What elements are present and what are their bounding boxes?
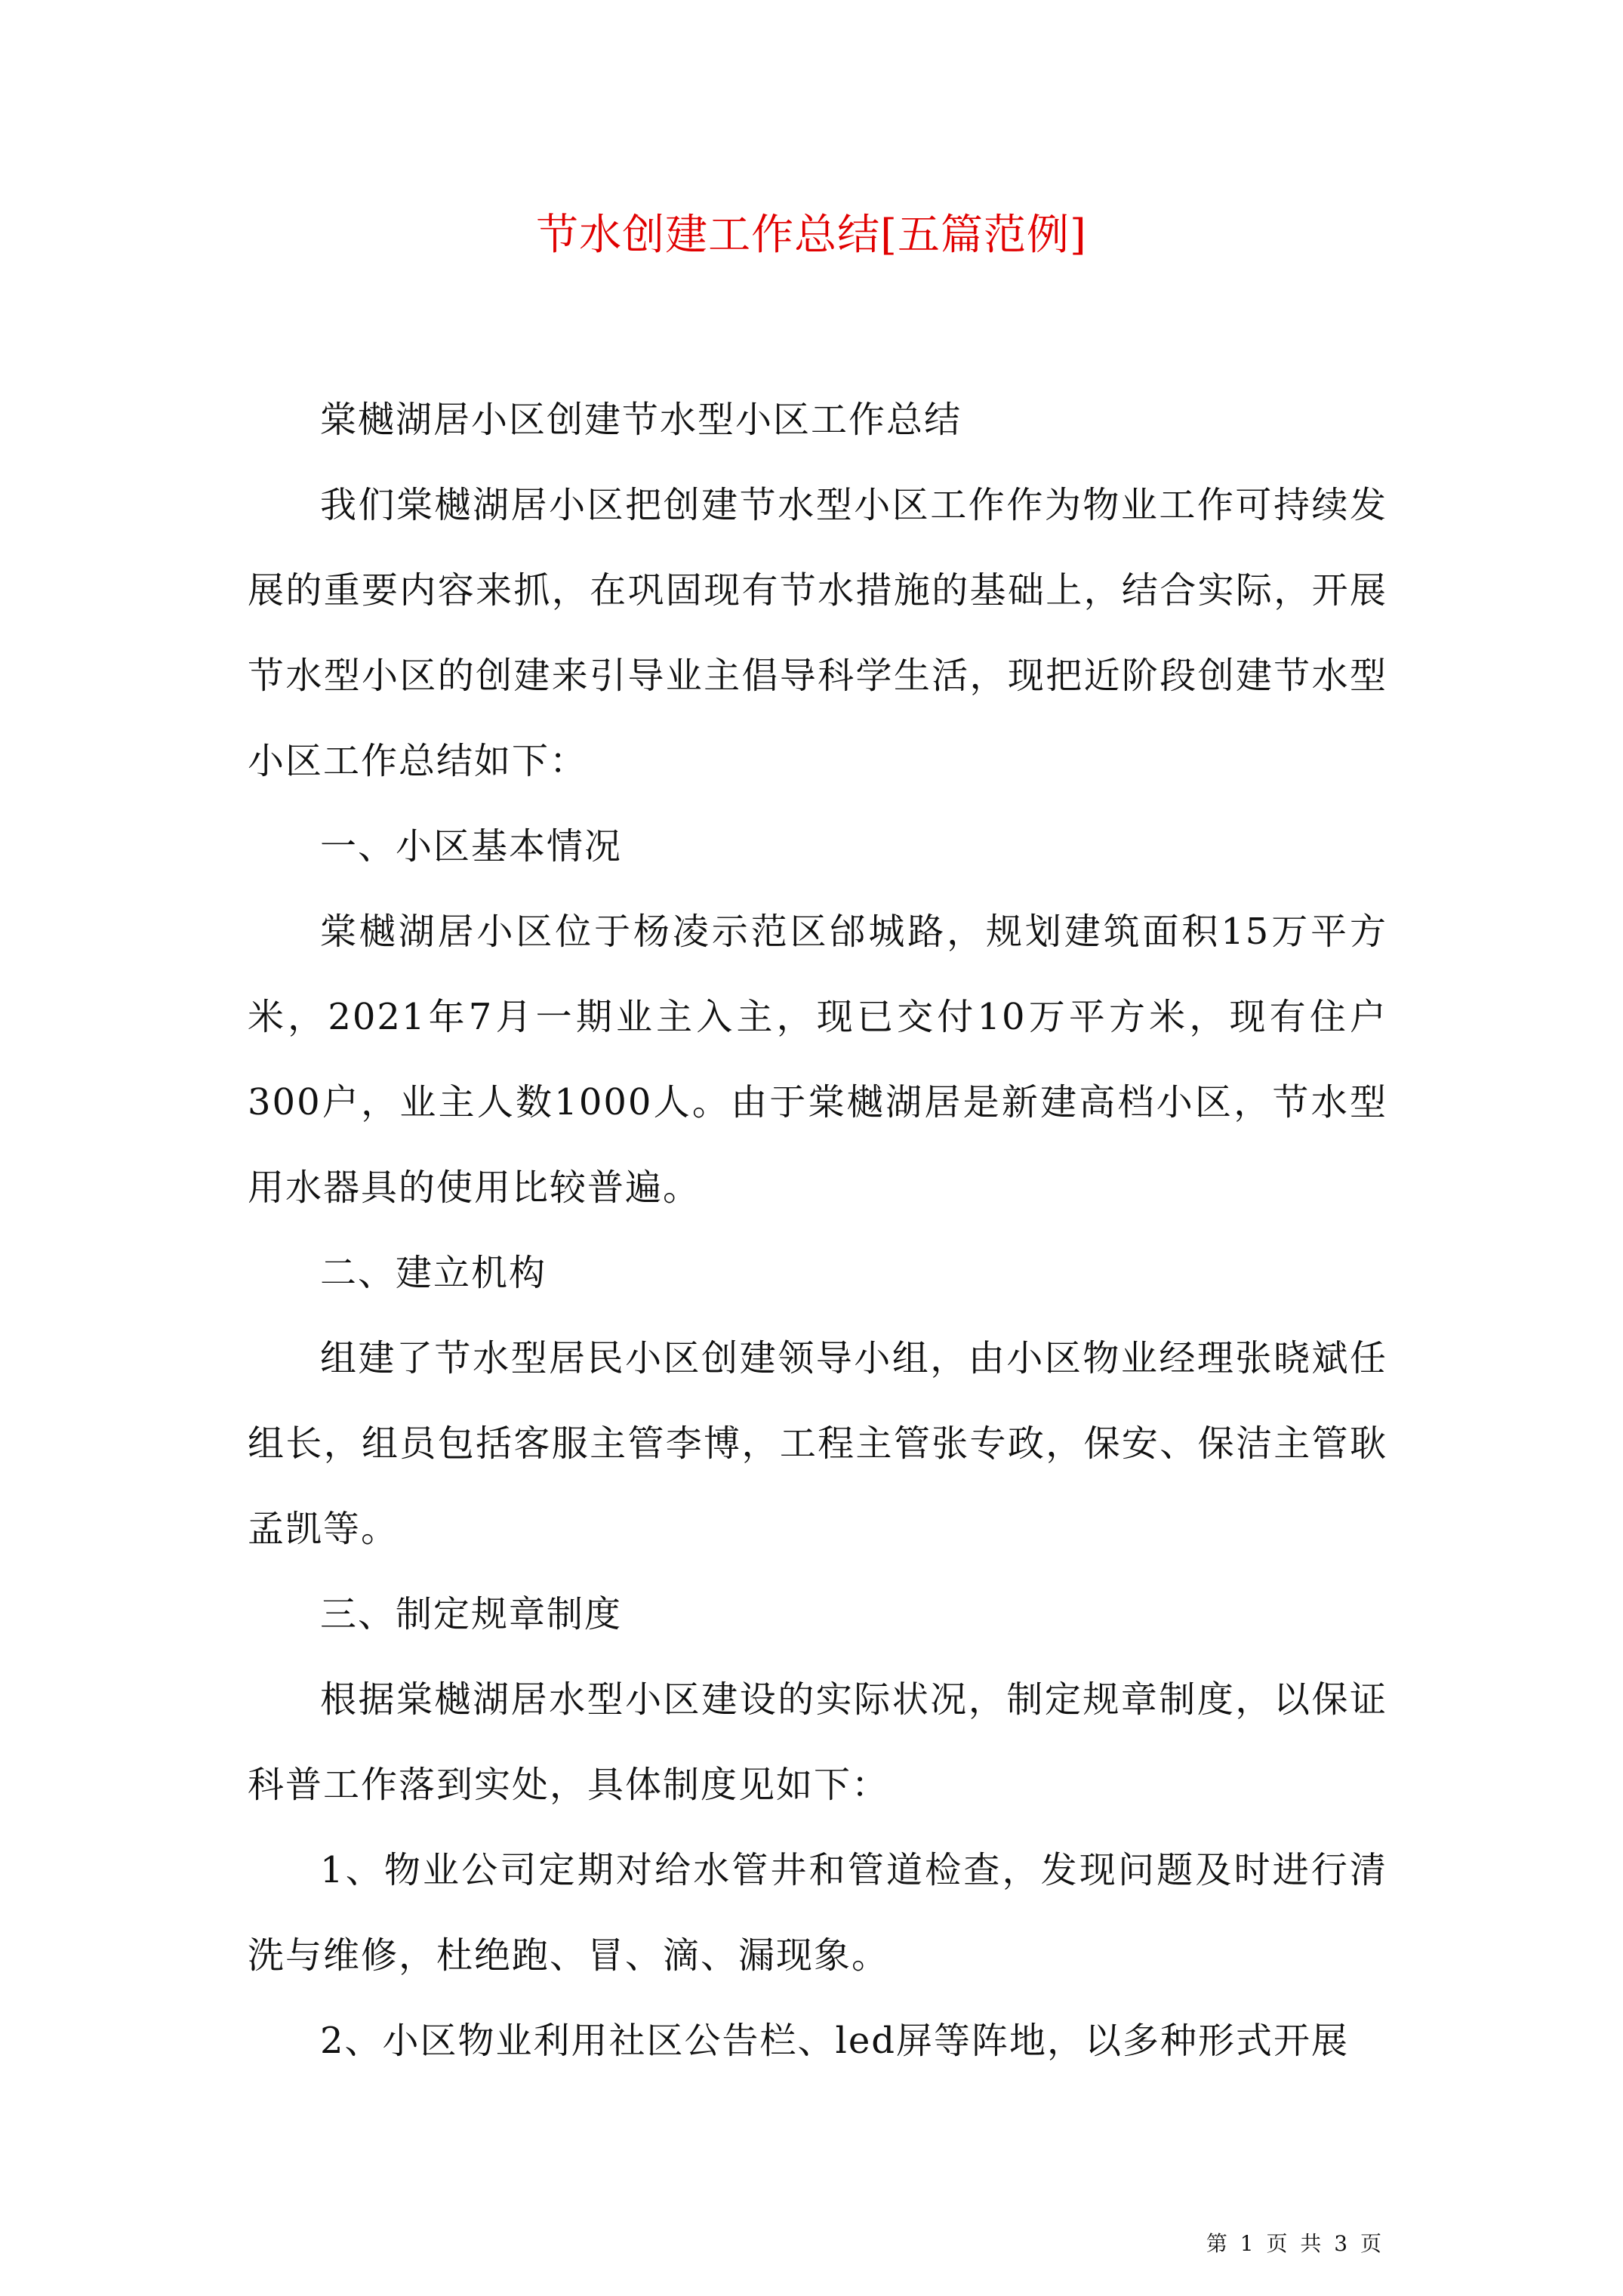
paragraph-organization: 组建了节水型居民小区创建领导小组，由小区物业经理张晓斌任组长，组员包括客服主管李博，工程主管张专政，保安、保洁主管耿孟凯等。 xyxy=(248,1337,1387,1550)
paragraph-intro: 我们棠樾湖居小区把创建节水型小区工作作为物业工作可持续发展的重要内容来抓，在巩固现有节水措施的基础上，结合实际，开展节水型小区的创建来引导业主倡导科学生活，现把近阶段创建节水型小区工作总结如下： xyxy=(248,484,1387,782)
section-heading-regulations: 三、制定规章制度 xyxy=(320,1593,623,1635)
paragraph-regulations: 根据棠樾湖居水型小区建设的实际状况，制定规章制度，以保证科普工作落到实处，具体制度见如下： xyxy=(248,1678,1387,1806)
paragraph-basic-info: 棠樾湖居小区位于杨凌示范区邰城路，规划建筑面积15万平方米，2021年7月一期业主入主，现已交付10万平方米，现有住户300户，业主人数1000人。由于棠樾湖居是新建高档小区，节水型用水器具的使用比较普遍。 xyxy=(248,911,1387,1209)
document-title: 节水创建工作总结[五篇范例] xyxy=(536,211,1087,260)
list-item-1: 1、物业公司定期对给水管井和管道检查，发现问题及时进行清洗与维修，杜绝跑、冒、滴、漏现象。 xyxy=(248,1849,1387,1977)
list-item-2: 2、小区物业利用社区公告栏、led屏等阵地，以多种形式开展 xyxy=(320,2020,1350,2062)
page-number: 第 1 页 共 3 页 xyxy=(1206,2231,1384,2256)
paragraph-subtitle: 棠樾湖居小区创建节水型小区工作总结 xyxy=(320,399,962,441)
section-heading-organization: 二、建立机构 xyxy=(320,1252,547,1294)
document-body xyxy=(248,378,1387,2084)
section-heading-basic-info: 一、小区基本情况 xyxy=(320,825,623,868)
